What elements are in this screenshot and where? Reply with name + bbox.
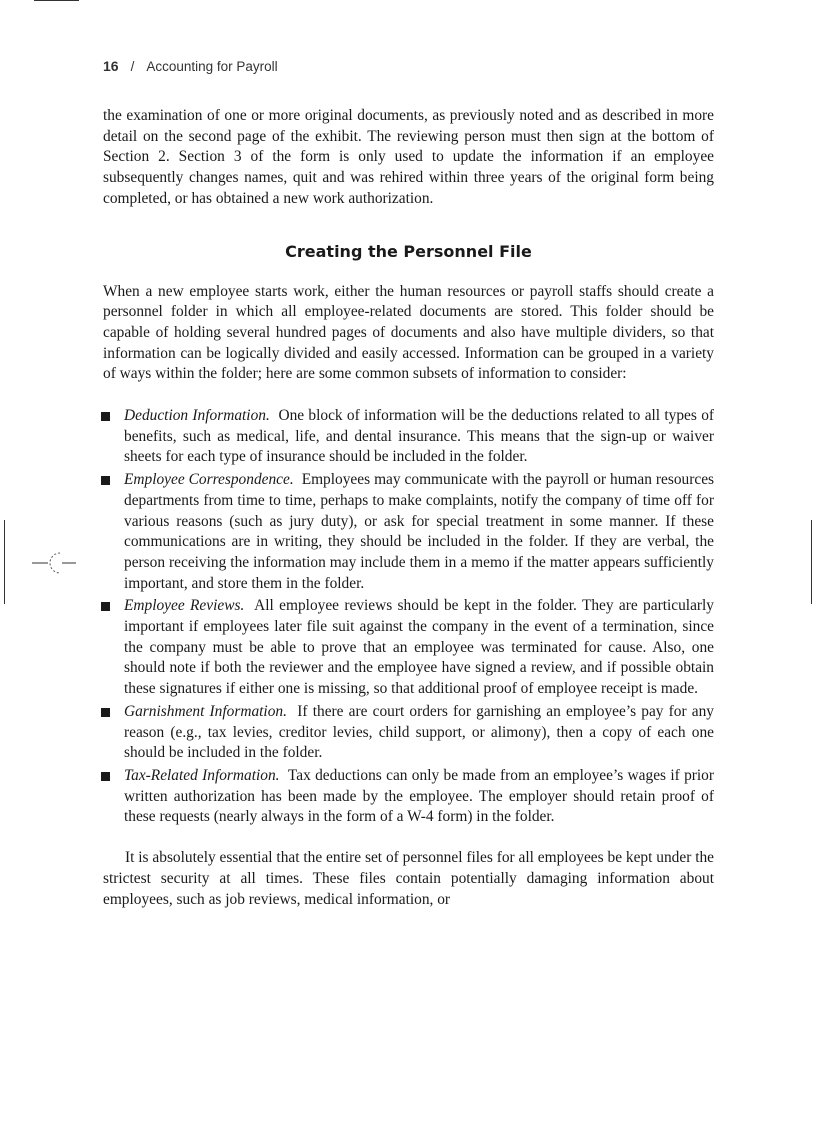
book-title: Accounting for Payroll (146, 59, 278, 74)
crop-mark-left (4, 520, 5, 604)
list-item-lead: Garnishment Information. (124, 702, 287, 720)
list-item-lead: Tax-Related Information. (124, 766, 280, 784)
list-item (103, 702, 714, 764)
crop-mark-right (811, 520, 812, 604)
page-body (103, 106, 714, 910)
square-bullet-icon (101, 476, 110, 485)
list-item (103, 406, 714, 468)
crop-mark-top (34, 0, 79, 1)
square-bullet-icon (101, 602, 110, 611)
square-bullet-icon (101, 708, 110, 717)
list-item (103, 470, 714, 594)
list-item (103, 766, 714, 828)
square-bullet-icon (101, 412, 110, 421)
header-separator: / (130, 59, 135, 74)
square-bullet-icon (101, 772, 110, 781)
closing-paragraph: It is absolutely essential that the entire set of personnel files for all employees be kept under the strictest security at all times. These files contain potentially damaging information about employees, such as job reviews, medical information, or (103, 849, 714, 908)
list-item-lead: Deduction Information. (124, 407, 270, 425)
section-intro-paragraph: When a new employee starts work, either the human resources or payroll staffs should create a personnel folder in which all employee-related documents are stored. This folder should be capable of holding several hundred pages of documents and also have multiple dividers, so that information can be logically divided and easily accessed. Information can be grouped in a variety of ways within the folder; here are some common subsets of information to consider: (103, 282, 714, 383)
registration-mark-icon (32, 550, 76, 576)
list-item-lead: Employee Reviews. (124, 597, 245, 615)
list-item-lead: Employee Correspondence. (124, 471, 294, 489)
running-header (103, 58, 278, 74)
list-item-text: All employee reviews should be kept in the folder. They are particularly important if employees later file suit against the company in the event of a termination, since the company must be able to prove that an employee was terminated for cause. Also, one should note if both the reviewer and the employee have signed a review, and if possible obtain these signatures if either one is missing, so that additional proof of employee receipt is made. (124, 597, 714, 698)
info-subsets-list (103, 406, 714, 828)
list-item-text: Employees may communicate with the payroll or human resources departments from time to time, perhaps to make complaints, notify the company of time off for various reasons (such as jury duty), or ask for special treatment in some manner. If these communications are in writing, they should be included in the folder. If they are verbal, the person receiving the information may include them in a memo if the matter appears sufficiently important, and store them in the folder. (124, 471, 715, 592)
list-item-text: If there are court orders for garnishing an employee’s pay for any reason (e.g., tax levies, creditor levies, child support, or alimony), then a copy of each one should be included in the folder. (124, 702, 715, 762)
intro-paragraph: the examination of one or more original documents, as previously noted and as described in more detail on the second page of the exhibit. The reviewing person must then sign at the bottom of Section 2. Section 3 of the form is only used to update the information if an employee subsequently changes names, quit and was rehired within three years of the original form being completed, or has obtained a new work authorization. (103, 107, 714, 207)
page-number: 16 (103, 58, 119, 74)
list-item-text: One block of information will be the deductions related to all types of benefits, such as medical, life, and dental insurance. This means that the sign-up or waiver sheets for each type of insurance should be included in the folder. (124, 407, 715, 466)
section-heading: Creating the Personnel File (285, 241, 532, 261)
list-item (103, 596, 714, 700)
list-item-text: Tax deductions can only be made from an employee’s wages if prior written authorization has been made by the employee. The employer should retain proof of these requests (nearly always in the form of a W-4 form) in the folder. (124, 766, 714, 826)
